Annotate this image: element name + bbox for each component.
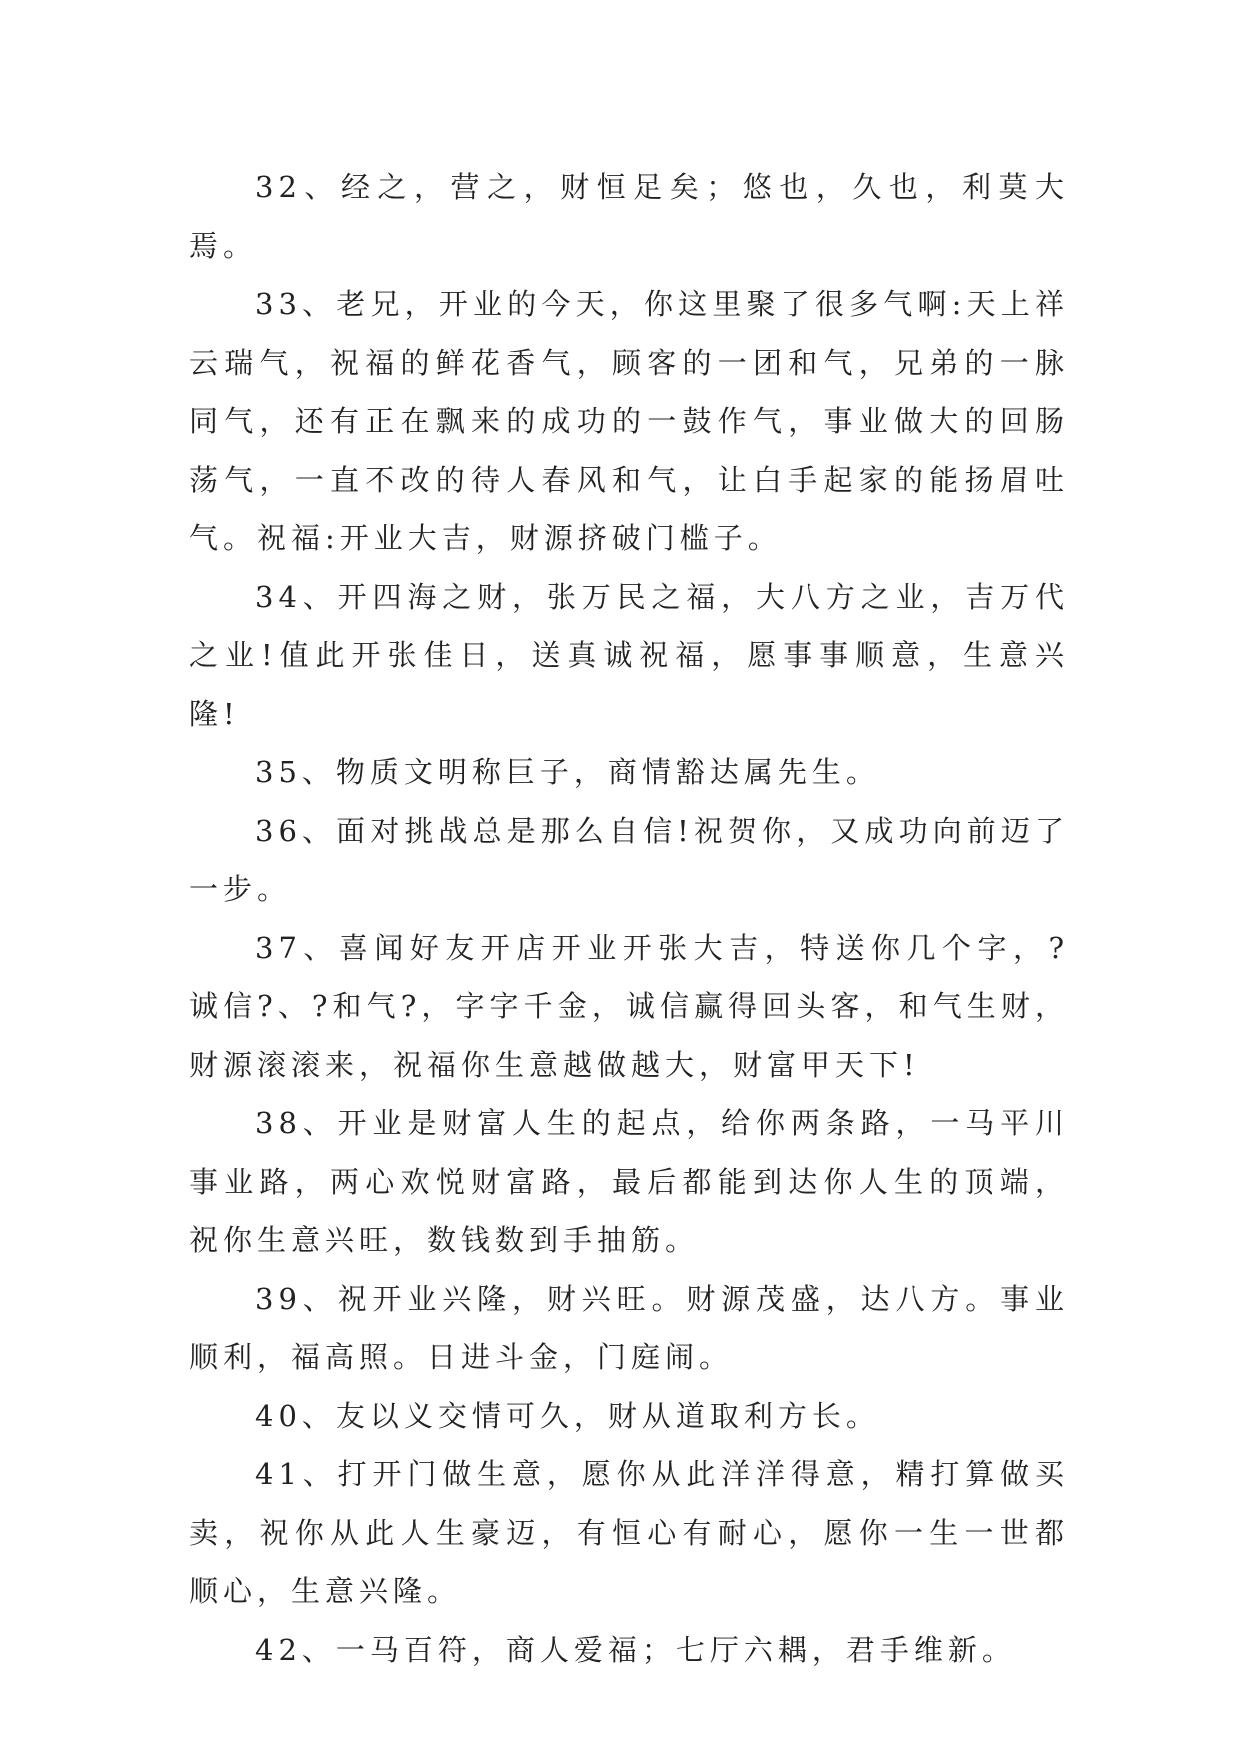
- paragraph-33: 33、老兄，开业的今天，你这里聚了很多气啊:天上祥云瑞气，祝福的鲜花香气，顾客的一团和气，兄弟的一脉同气，还有正在飘来的成功的一鼓作气，事业做大的回肠荡气，一直不改的待人春风和气，让白手起家的能扬眉吐气。祝福:开业大吉，财源挤破门槛子。: [189, 287, 1069, 555]
- paragraph-34: 34、开四海之财，张万民之福，大八方之业，吉万代之业!值此开张佳日，送真诚祝福，愿事事顺意，生意兴隆!: [189, 579, 1069, 731]
- paragraph-39: 39、祝开业兴隆，财兴旺。财源茂盛，达八方。事业顺利，福高照。日进斗金，门庭闹。: [189, 1281, 1069, 1374]
- paragraph-42: 42、一马百符，商人爱福；七厅六耦，君手维新。: [255, 1632, 1016, 1667]
- paragraph-35: 35、物质文明称巨子，商情豁达属先生。: [255, 755, 880, 789]
- document-body: [189, 158, 1069, 1679]
- paragraph-36: 36、面对挑战总是那么自信!祝贺你，又成功向前迈了一步。: [189, 813, 1069, 906]
- paragraph-32: 32、经之，营之，财恒足矣；悠也，久也，利莫大焉。: [189, 170, 1069, 263]
- paragraph-41: 41、打开门做生意，愿你从此洋洋得意，精打算做买卖，祝你从此人生豪迈，有恒心有耐心，愿你一生一世都顺心，生意兴隆。: [189, 1457, 1069, 1608]
- paragraph-40: 40、友以义交情可久，财从道取利方长。: [255, 1398, 880, 1433]
- paragraph-38: 38、开业是财富人生的起点，给你两条路，一马平川事业路，两心欢悦财富路，最后都能到达你人生的顶端，祝你生意兴旺，数钱数到手抽筋。: [189, 1106, 1069, 1257]
- paragraph-37: 37、喜闻好友开店开业开张大吉，特送你几个字，?诚信?、?和气?，字字千金，诚信赢得回头客，和气生财，财源滚滚来，祝福你生意越做越大，财富甲天下!: [189, 930, 1069, 1082]
